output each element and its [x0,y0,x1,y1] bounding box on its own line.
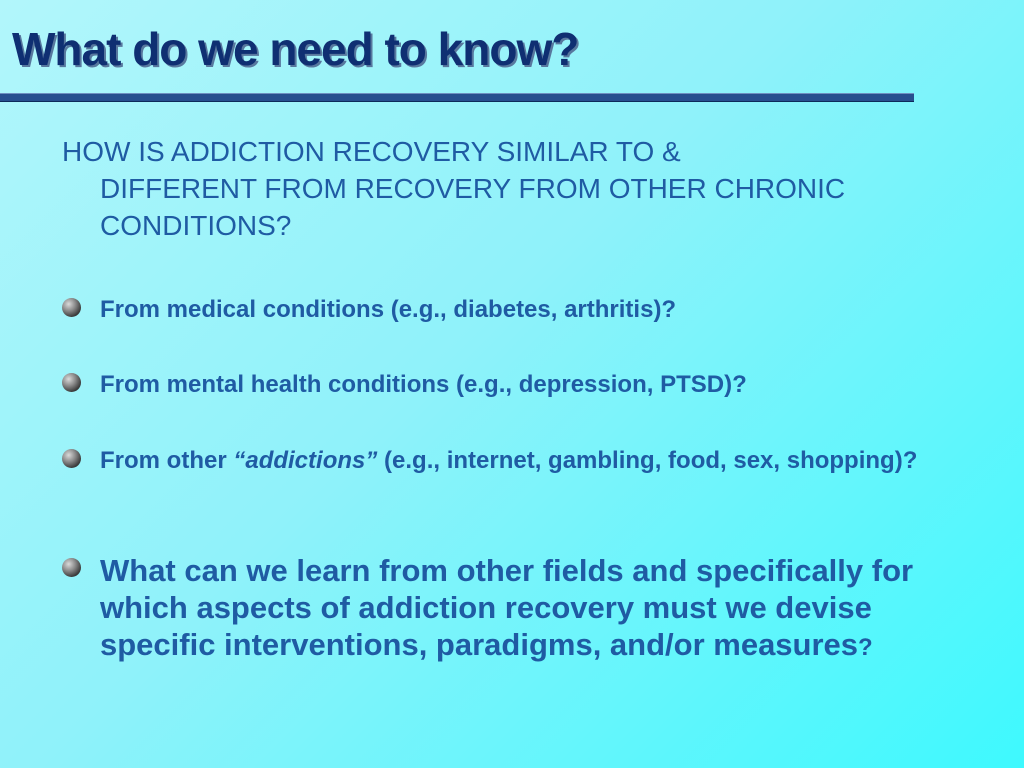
bullet-item-mental-health [62,369,942,400]
section-heading [62,133,862,244]
sphere-bullet-icon [62,449,81,468]
bullet-item-other-addictions [62,445,942,476]
bullet-text-suffix: (e.g., internet, gambling, food, sex, shopping)? [377,447,918,474]
bullet-text: From mental health conditions (e.g., depression, PTSD)? [100,371,747,398]
bullet-item-learn-from-other-fields [62,552,942,666]
bullet-item-medical [62,294,942,325]
slide-title: What do we need to know? [12,23,579,75]
title-underline-rule [0,93,914,102]
sphere-bullet-icon [62,298,81,317]
section-heading-line-2: DIFFERENT FROM RECOVERY FROM OTHER CHRONIC CONDITIONS? [100,173,846,241]
bullet-text [100,445,942,476]
bullet-text: From medical conditions (e.g., diabetes, arthritis)? [100,296,677,323]
bullet-text-emphasis: “addictions” [233,447,378,474]
sphere-bullet-icon [62,373,81,392]
sphere-bullet-icon [62,558,81,577]
bullet-text-main: What can we learn from other fields and specifically for which aspects of addiction recovery must we devise specific interventions, paradigms, and/or measures [100,553,914,662]
bullet-text [100,552,942,666]
bullet-text-end: ? [858,634,873,661]
bullet-text-prefix: From other [100,447,234,474]
section-heading-line-1: HOW IS ADDICTION RECOVERY SIMILAR TO & [62,136,681,167]
